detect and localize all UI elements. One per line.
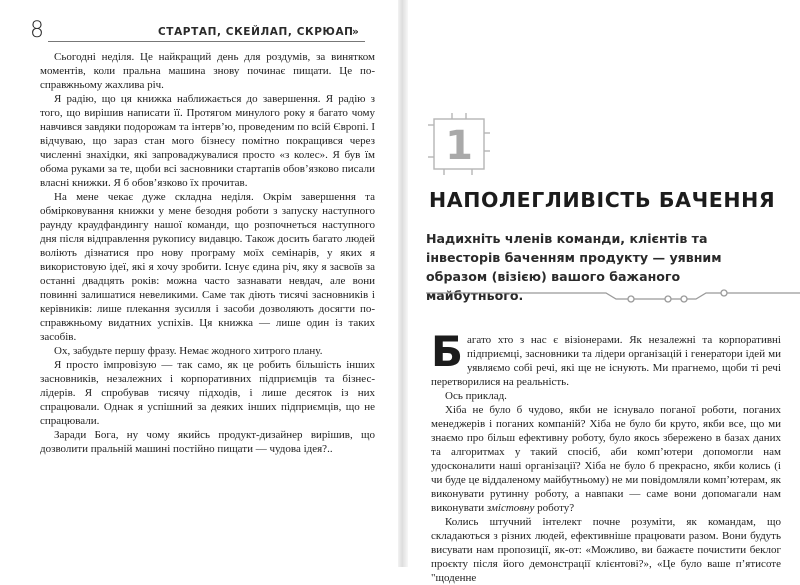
header-arrows: » [352,26,359,38]
paragraph [431,403,781,515]
right-body-text [431,327,781,585]
paragraph: Ох, забудьте першу фразу. Немає жодного хитрого плану. [54,345,323,357]
lead-paragraph [431,327,781,389]
running-title: СТАРТАП, СКЕЙЛАП, СКРЮАП [158,26,354,38]
paragraph: Ось приклад. [445,390,507,402]
drop-cap: Б [431,327,464,376]
paragraph: Заради Бога, ну чому якийсь продукт-дизайнер вирішив, що дозволити пральній машині постійно пищати — чудова ідея?.. [40,429,375,455]
chapter-subtitle: Надихніть членів команди, клієнтів та інвесторів баченням продукту — уявним образом (візією) вашого бажаного майбутнього. [426,231,722,303]
chapter-number-badge [428,113,490,175]
chapter-number: 1 [445,123,473,169]
paragraph: Я радію, що ця книжка наближається до завершення. Я радію з того, що вирішив написати її. Протягом минулого року я багато чому навчився завдяки подорожам та інтерв’ю, проведеним по всій Європі. І відчуваю, що зараз стан мого бізнесу помітно покращився через численні знахідки, які запроваджувалися просто «з колес». Я був їм обома руками за те, щоби всі засновники стартапів обов’язково писали власні книжки. Я б обов’язково їх прочитав. [40,93,375,189]
left-page [0,0,400,567]
paragraph: На мене чекає дуже складна неділя. Окрім завершення та обмірковування книжки у мене безодня роботи з запуску наступного раунду краудфандингу нашої команди, що розпочнеться наступного дня після відправлення рукопису видавцю. Також досить багато людей воліють дізнатися про нову програму моїх семінарів, у яких я використовую ідеї, які я хочу зробити. Існує єдина річ, яку я засвоїв за останні двадцять років: можна часто зазнавати невдач, але вони повинні залишатися невеликими. Саме так діють тисячі засновників і керівників: лише плекання зусилля і засоби дозволяють досягти по-справжньому видатних успіхів. Ця книжка — лише один із таких засобів. [40,191,375,343]
header-rule [48,41,365,42]
chapter-title: НАПОЛЕГЛИВІСТЬ БАЧЕННЯ [429,188,776,212]
paragraph-text: Хіба не було б чудово, якби не існувало поганої роботи, поганих менеджерів і поганих компаній? Хіба не було би круто, якби все, що ми знаємо про більш ефективну роботу, було якось збережено в базах даних та алгоритмах у такий спосіб, аби комп’ютери допомогли нам удосконалити наші організації? Хіба не було б прекрасно, якби колись (і чи буде це віддаленому майбутньому) не ми повідомляли комп’ютерам, як виконувати рутинну роботу, а навпаки — саме вони допомагали нам виконувати [431,404,781,514]
paragraph: Сьогодні неділя. Це найкращий день для роздумів, за винятком моментів, коли пральна машина знову починає пищати. Це по-справжньому жахлива річ. [40,51,375,91]
paragraph-text: роботу? [534,502,575,514]
left-body-text [40,50,375,456]
lead-text: агато хто з нас є візіонерами. Як незалежні та корпоративні підприємці, засновники та лідери організацій і генератори ідей ми уявляємо собі речі, які ще не існують. Ми прагнемо, щоби ті речі перетворилися на реальність. [431,334,781,388]
emphasis-text: змістовну [486,502,535,514]
right-page [406,0,800,584]
paragraph: Колись штучний інтелект почне розуміти, як командам, що складаються з різних людей, ефективніше працювати разом. Вони будуть висувати нам пропозиції, як-от: «Можливо, ви бажаєте почистити беклог проєкту після його демонстрації клієнтові?», «Це було ваше п’ятисоте "щоденне [431,516,781,584]
page-number: 8 [30,18,44,43]
paragraph: Я просто імпровізую — так само, як це робить більшість інших засновників, незалежних і корпоративних підприємців та бізнес-лідерів. Я спробував тисячу підходів, і лише десяток із них спрацювали. Однак я успішний за деяких інших підприємців, що не спрацювали. [40,359,375,427]
circuit-decoration [406,287,800,305]
